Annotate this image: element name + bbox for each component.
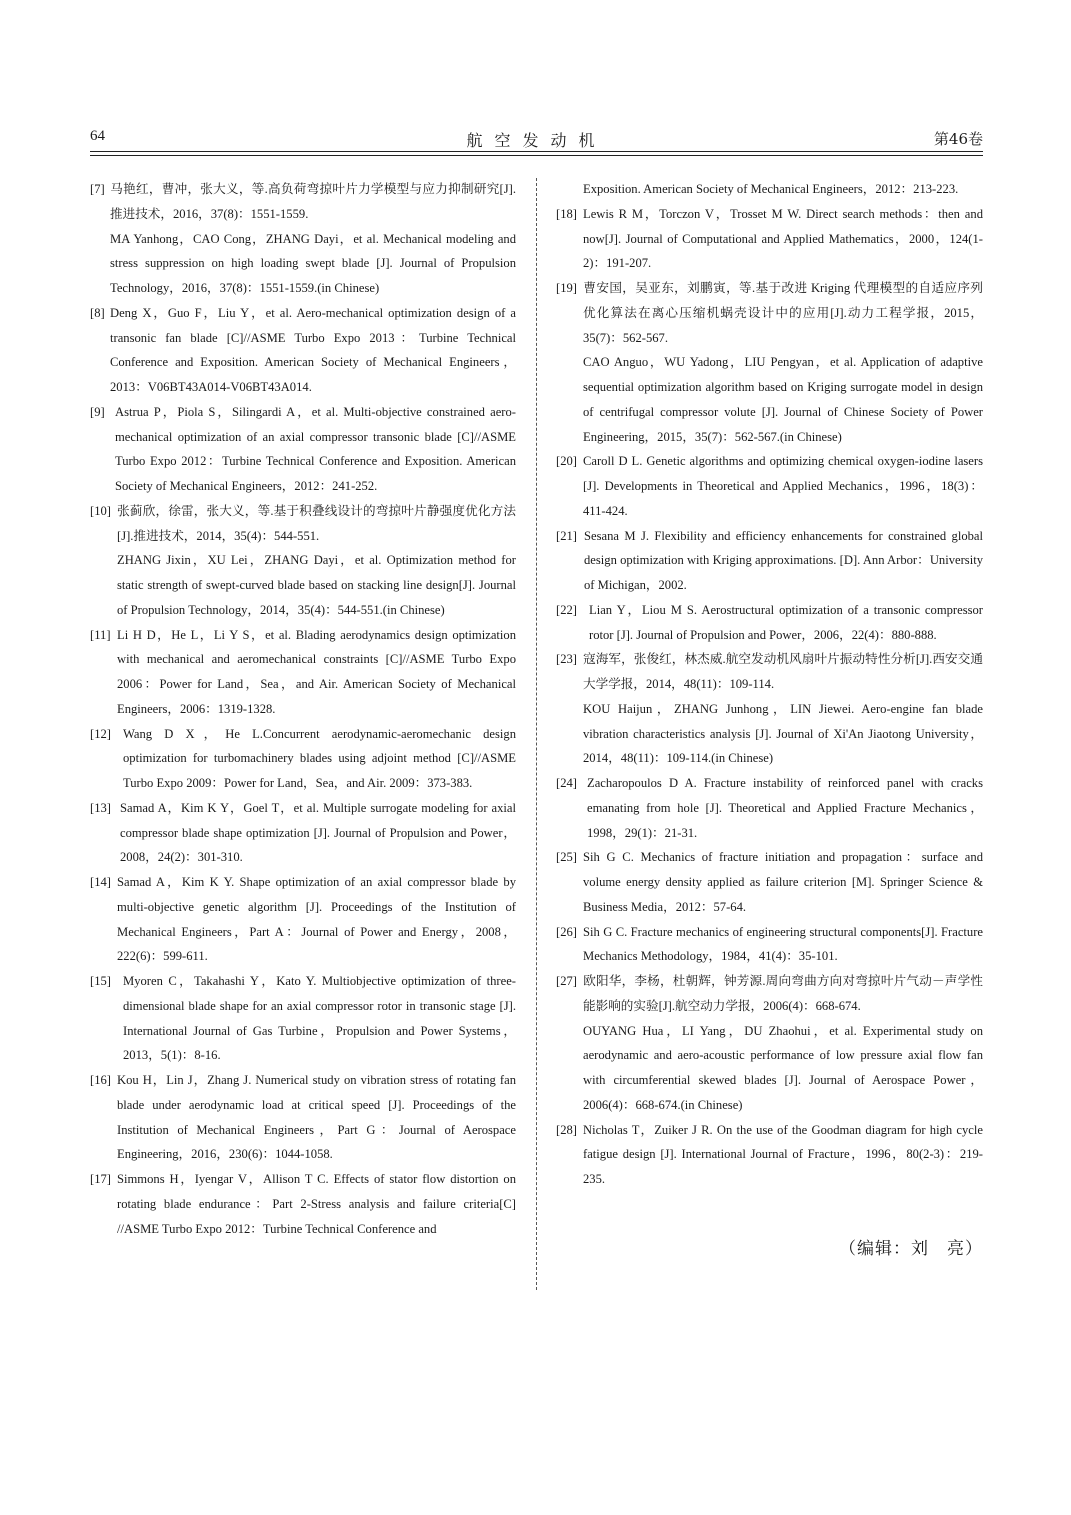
reference-item [556,524,983,598]
reference-number: [15] [90,974,111,988]
reference-number: [22] [556,602,577,617]
reference-text: Samad A，Kim K Y，Goel T，et al. Multiple surrogate modeling for axial compressor blade shape optimization [J]. Journal of Propulsion and Power，2008，24(2)：301-310. [120,800,516,865]
reference-item [90,499,516,623]
reference-number: [8] [90,305,105,320]
reference-number: [18] [556,206,577,221]
reference-number: [13] [90,800,111,815]
reference-item [556,647,983,771]
reference-number: [12] [90,726,111,741]
reference-text: Astrua P，Piola S，Silingardi A，et al. Multi-objective constrained aero-mechanical optimization of an axial compressor transonic blade [C]//ASME Turbo Expo 2012：Turbine Technical Conference and Exposition. American Society of Mechanical Engineers，2012：241-252. [115,404,516,493]
reference-item [556,845,983,919]
reference-item [90,400,516,499]
reference-number: [28] [556,1122,577,1137]
reference-text-english: CAO Anguo，WU Yadong，LIU Pengyan，et al. Application of adaptive sequential optimization algorithm based on Kriging surrogate model in design of centrifugal compressor volute [J]. Journal of Chinese Society of Power Engineering，2015，35(7)：562-567.(in Chinese) [583,355,983,444]
reference-number: [7] [90,182,105,196]
reference-text: Lian Y，Liou M S. Aerostructural optimization of a transonic compressor rotor [J]. Journal of Propulsion and Power，2006，22(4)：880-888. [589,602,983,642]
reference-text: Simmons H，Iyengar V，Allison T C. Effects of stator flow distortion on rotating blade endurance：Part 2-Stress analysis and failure criteria[C] //ASME Turbo Expo 2012：Turbine Technical Conference and [117,1172,516,1236]
header-rule-thin [90,155,983,156]
reference-text-english: KOU Haijun，ZHANG Junhong，LIN Jiewei. Aero-engine fan blade vibration characteristics analysis [J]. Journal of Xi'An Jiaotong University，2014，48(11)：109-114.(in Chinese) [583,701,983,766]
reference-item [90,969,516,1068]
reference-number: [14] [90,875,111,889]
reference-item [90,1167,516,1241]
reference-item [556,177,983,202]
reference-text: Kou H，Lin J，Zhang J. Numerical study on vibration stress of rotating fan blade under aerodynamic load at critical speed [J]. Proceedings of the Institution of Mechanical Engineers，Part G：Journal of Aerospace Engineering，2016，230(6)：1044-1058. [117,1073,516,1162]
reference-text: Sesana M J. Flexibility and efficiency enhancements for constrained global design optimization with Kriging approximations. [D]. Ann Arbor：University of Michigan，2002. [584,528,983,592]
reference-item [556,969,983,1118]
reference-number: [25] [556,850,577,865]
column-divider [536,178,537,1290]
reference-number: [11] [90,627,111,642]
header-rule-thick [90,151,983,152]
reference-item [90,722,516,796]
reference-number: [10] [90,503,111,518]
reference-item [556,598,983,648]
editor-credit: （编辑：刘 亮） [839,1239,983,1259]
reference-text: Nicholas T，Zuiker J R. On the use of the Goodman diagram for high cycle fatigue design [J]. International Journal of Fracture，1996，80(2-3)：219-235. [583,1122,983,1186]
reference-item [556,1118,983,1192]
reference-text-chinese: 马艳红，曹冲，张大义，等.高负荷弯掠叶片力学模型与应力抑制研究[J].推进技术，2016，37(8)：1551-1559. [110,182,516,221]
reference-text-english: MA Yanhong，CAO Cong，ZHANG Dayi，et al. Mechanical modeling and stress suppression on high loading swept blade [J]. Journal of Propulsion Technology，2016，37(8)：1551-1559.(in Chinese) [110,231,516,295]
references-right-column [556,177,983,1192]
reference-text: Zacharopoulos D A. Fracture instability of reinforced panel with cracks emanating from hole [J]. Theoretical and Applied Fracture Mechanics，1998，29(1)：21-31. [587,776,983,840]
reference-text: Li H D，He L，Li Y S，et al. Blading aerodynamics design optimization with mechanical and aeromechanical constraints [C]//ASME Turbo Expo 2006：Power for Land，Sea，and Air. American Society of Mechanical Engineers，2006：1319-1328. [117,627,516,716]
reference-text-chinese: 张蓟欣，徐雷，张大义，等.基于积叠线设计的弯掠叶片静强度优化方法[J].推进技术，2014，35(4)：544-551. [117,503,516,543]
reference-text: Caroll D L. Genetic algorithms and optimizing chemical oxygen-iodine lasers [J]. Developments in Theoretical and Applied Mechanics，1996，18(3)：411-424. [583,454,983,518]
reference-item [556,920,983,970]
reference-item [556,202,983,276]
reference-text-english: OUYANG Hua，LI Yang，DU Zhaohui，et al. Experimental study on aerodynamic and aero-acoustic performance of low pressure axial flow fan with circumferential skewed blades [J]. Journal of Aerospace Power，2006(4)：668-674.(in Chinese) [583,1023,983,1112]
reference-item [556,771,983,845]
page-number: 64 [90,128,105,144]
reference-number: [21] [556,528,577,543]
reference-number: [27] [556,974,577,988]
reference-text-chinese: 寇海军，张俊红，林杰威.航空发动机风扇叶片振动特性分析[J].西安交通大学学报，2014，48(11)：109-114. [583,652,983,691]
reference-number: [26] [556,924,577,939]
volume-label: 第46卷 [933,130,983,148]
reference-text: Deng X，Guo F，Liu Y，et al. Aero-mechanical optimization design of a transonic fan blade [C]//ASME Turbo Expo 2013：Turbine Technical Conference and Exposition. American Society of Mechanical Engineers，2013：V06BT43A014-V06BT43A014. [110,305,516,394]
reference-number: [17] [90,1172,111,1186]
journal-title: 航空发动机 [466,131,607,150]
reference-item [90,301,516,400]
reference-text: Exposition. American Society of Mechanical Engineers，2012：213-223. [583,182,959,196]
reference-item [90,870,516,969]
page-header [90,128,983,150]
reference-number: [24] [556,776,577,790]
reference-item [90,623,516,722]
reference-text: Sih G C. Mechanics of fracture initiation and propagation：surface and volume energy density applied as failure criterion [M]. Springer Science & Business Media，2012：57-64. [583,850,983,914]
reference-number: [16] [90,1073,111,1087]
reference-item [556,449,983,523]
reference-item [556,276,983,449]
reference-number: [20] [556,454,577,469]
reference-item [90,177,516,301]
reference-item [90,1068,516,1167]
reference-text-english: ZHANG Jixin，XU Lei，ZHANG Dayi，et al. Optimization method for static strength of swept-curved blade based on stacking line design[J]. Journal of Propulsion Technology，2014，35(4)：544-551.(in Chinese) [117,553,516,617]
reference-number: [19] [556,281,577,295]
reference-text: Samad A，Kim K Y. Shape optimization of an axial compressor blade by multi-objective genetic algorithm [J]. Proceedings of the Institution of Mechanical Engineers，Part A：Journal of Power and Energy，2008，222(6)：599-611. [117,875,516,964]
reference-text-chinese: 欧阳华，李杨，杜朝辉，钟芳源.周向弯曲方向对弯掠叶片气动－声学性能影响的实验[J].航空动力学报，2006(4)：668-674. [583,974,983,1013]
reference-item [90,796,516,870]
references-left-column [90,177,516,1241]
reference-text: Wang D X，He L.Concurrent aerodynamic-aeromechanic design optimization for turbomachinery blades using adjoint method [C]//ASME Turbo Expo 2009：Power for Land，Sea，and Air. 2009：373-383. [123,726,516,790]
reference-text-chinese: 曹安国，吴亚东，刘鹏寅，等.基于改进 Kriging 代理模型的自适应序列优化算法在离心压缩机蜗壳设计中的应用[J].动力工程学报，2015，35(7)：562-567. [583,281,983,345]
reference-text: Lewis R M，Torczon V，Trosset M W. Direct search methods：then and now[J]. Journal of Computational and Applied Mathematics，2000，124(1-2)：191-207. [583,206,983,271]
reference-text: Sih G C. Fracture mechanics of engineering structural components[J]. Fracture Mechanics Methodology，1984，41(4)：35-101. [583,924,983,964]
reference-text: Myoren C，Takahashi Y，Kato Y. Multiobjective optimization of three-dimensional blade shape for an axial compressor rotor in transonic stage [J]. International Journal of Gas Turbine，Propulsion and Power Systems，2013，5(1)：8-16. [123,974,516,1063]
reference-number: [9] [90,404,105,419]
reference-number: [23] [556,652,577,667]
